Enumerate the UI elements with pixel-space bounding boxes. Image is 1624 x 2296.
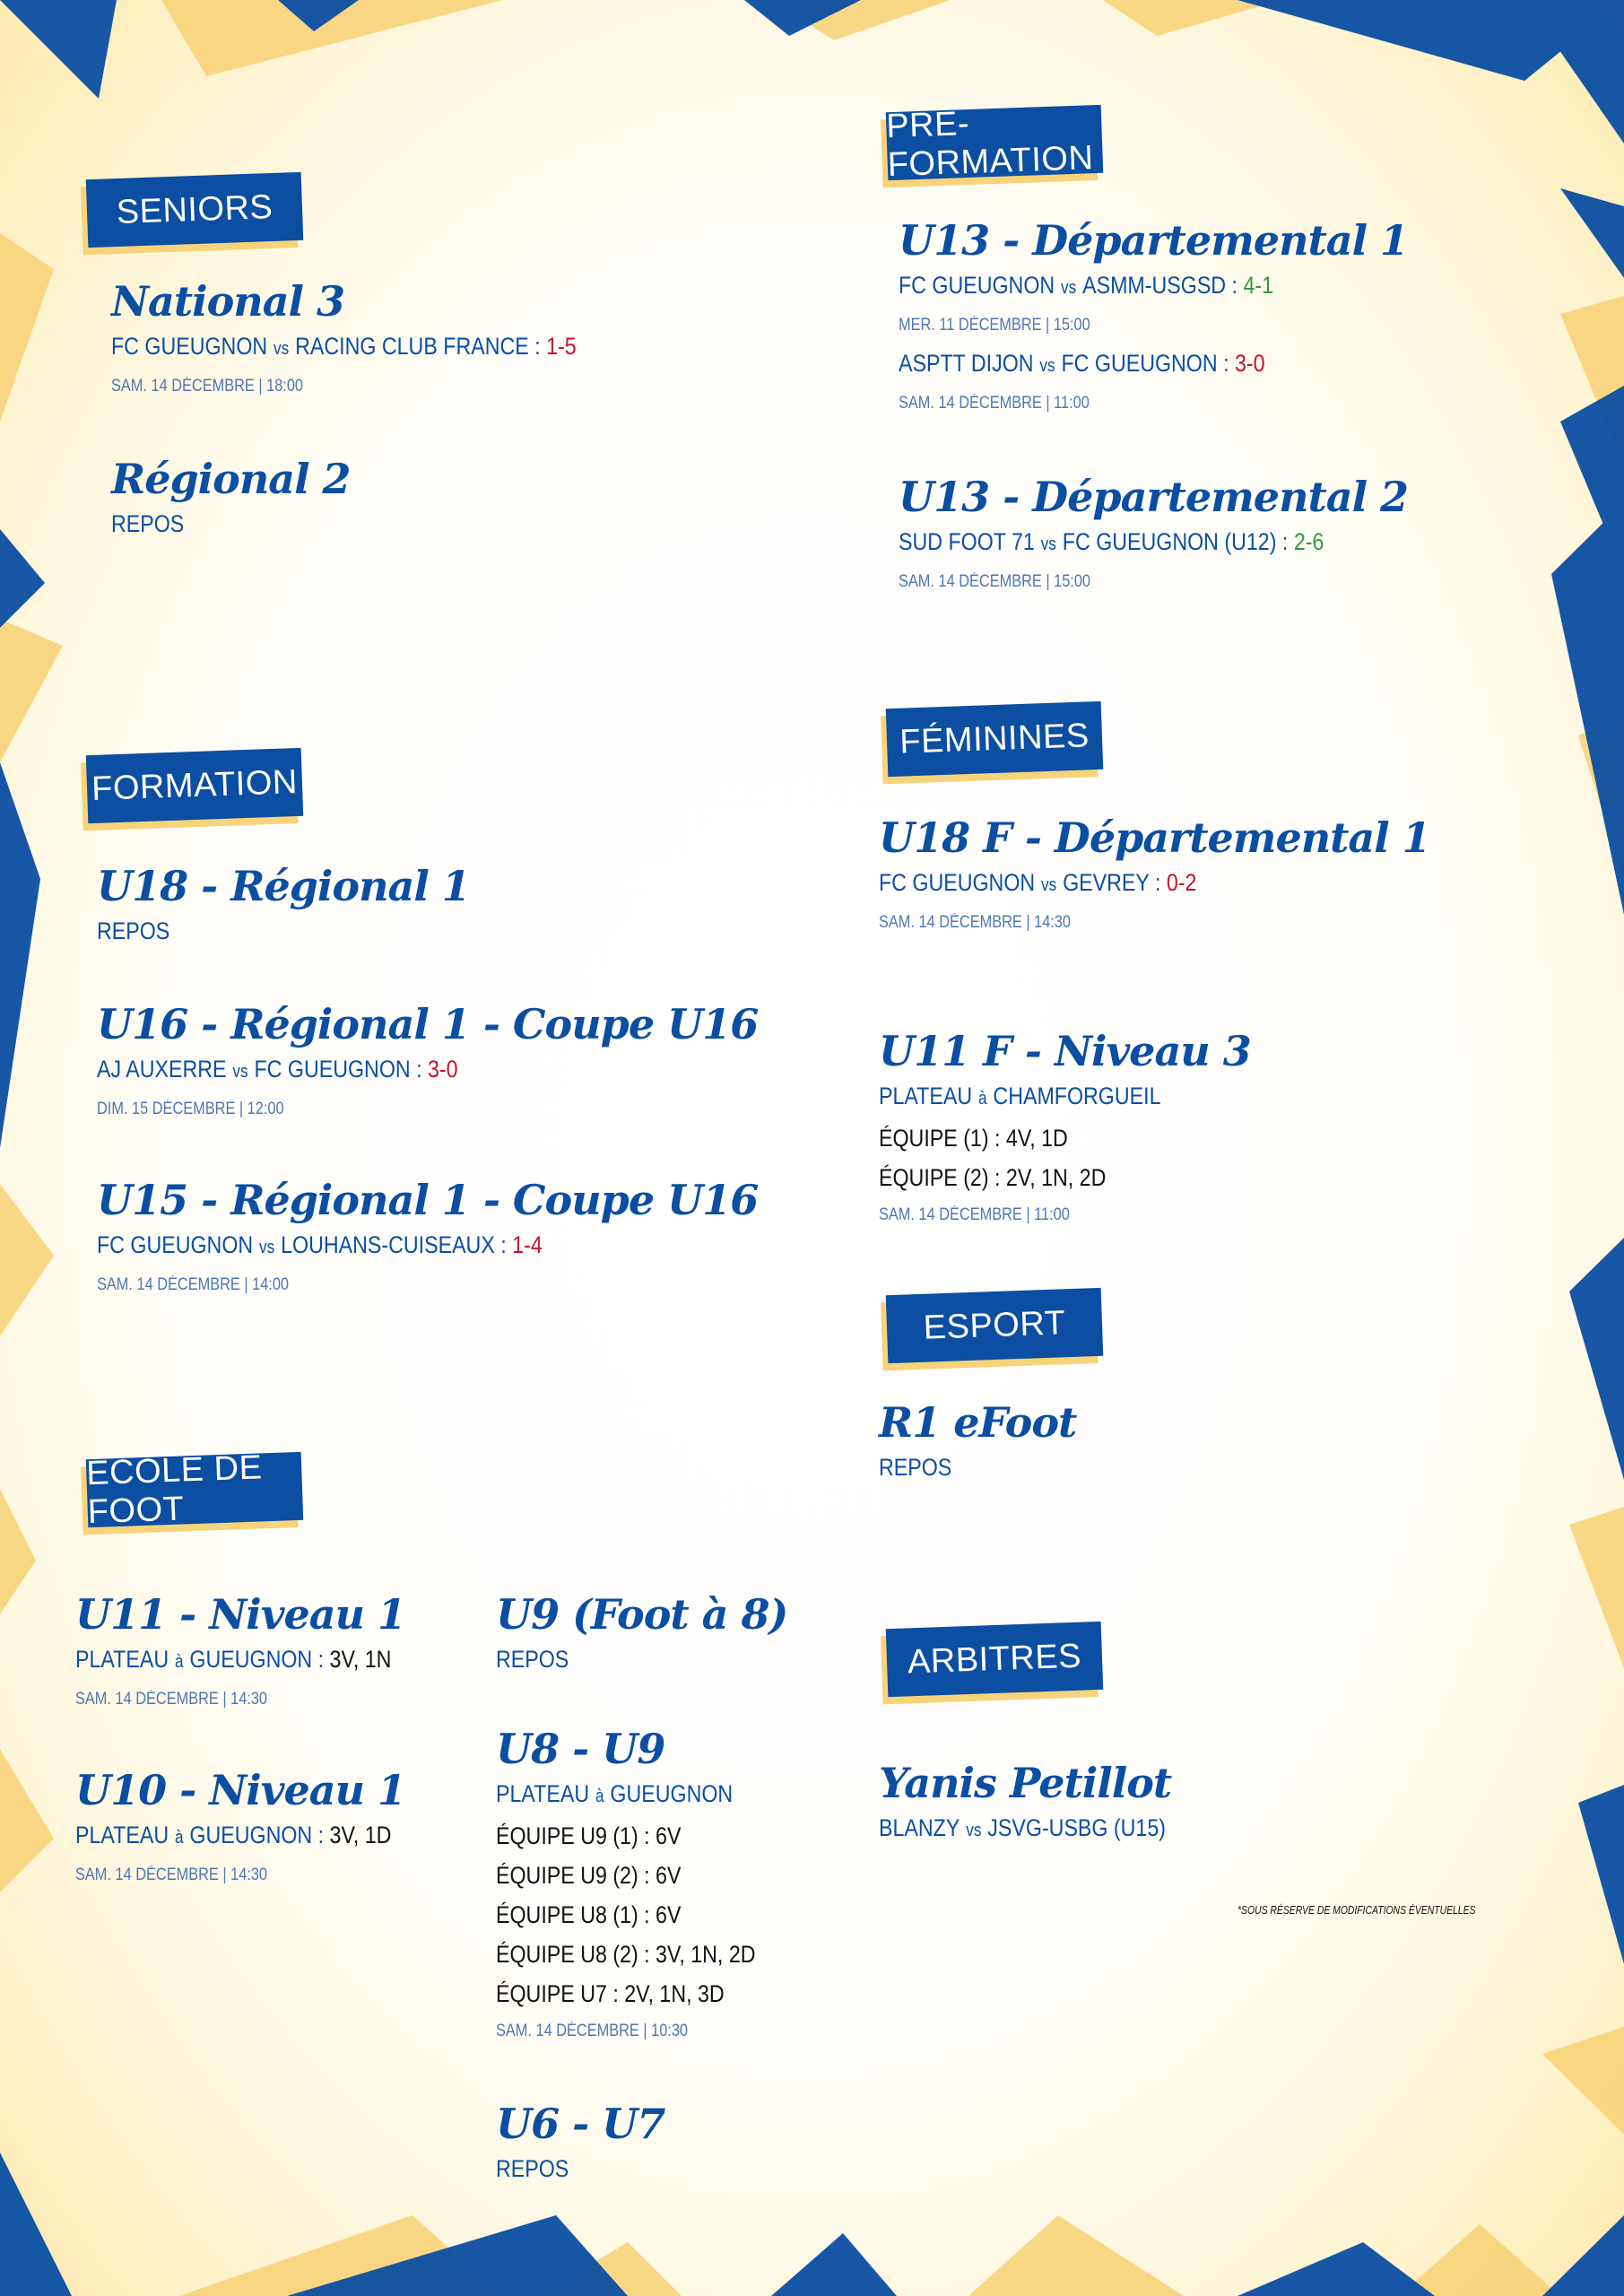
- match-score: 1-4: [512, 1231, 543, 1258]
- plateau-label: PLATEAU: [75, 1822, 169, 1848]
- section-banner-pre-formation: [885, 104, 1104, 185]
- a-label: à: [977, 1089, 987, 1109]
- seniors-regional2-block: [111, 454, 351, 544]
- match-date: SAM. 14 DÉCEMBRE | 14:30: [75, 1690, 268, 1709]
- team-result: ÉQUIPE (1) : 4V, 1D: [879, 1125, 1068, 1152]
- match-line: [899, 344, 1337, 386]
- plateau-label: PLATEAU: [879, 1083, 973, 1109]
- match-date: MER. 11 DÉCEMBRE | 15:00: [899, 316, 1090, 335]
- match-score: 4-1: [1243, 272, 1274, 299]
- home-team: FC GUEUGNON: [97, 1231, 254, 1258]
- plateau-line: [75, 1815, 391, 1857]
- away-team: FC GUEUGNON :: [1061, 350, 1229, 377]
- a-label: à: [174, 1652, 184, 1672]
- away-team: JSVG-USBG (U15): [987, 1814, 1167, 1841]
- vs-label: vs: [966, 1821, 982, 1840]
- home-team: ASPTT DIJON: [899, 350, 1034, 377]
- team-result: ÉQUIPE U7 : 2V, 1N, 3D: [496, 1980, 725, 2007]
- feminines-u18f-block: [879, 813, 1430, 941]
- competition-title: U13 - Départemental 2: [899, 473, 1409, 521]
- away-team: FC GUEUGNON (U12) :: [1062, 528, 1289, 555]
- plateau-line: [75, 1639, 391, 1682]
- competition-title: U8 - U9: [496, 1725, 665, 1773]
- plateau-result: 3V, 1D: [329, 1822, 392, 1848]
- feminines-u11f-block: [879, 1026, 1251, 1233]
- ecole-u9-block: [496, 1589, 787, 1679]
- home-team: BLANZY: [879, 1814, 960, 1841]
- section-banner-arbitres: [886, 1622, 1104, 1697]
- status-text: REPOS: [496, 1646, 569, 1673]
- competition-title: National 3: [111, 277, 345, 326]
- section-label: PRÉ-FORMATION: [885, 104, 1095, 185]
- team-result: ÉQUIPE (2) : 2V, 1N, 2D: [879, 1164, 1107, 1191]
- section-label: ARBITRES: [907, 1637, 1082, 1681]
- team-result: ÉQUIPE U9 (2) : 6V: [496, 1862, 682, 1889]
- match-line: [97, 1225, 665, 1267]
- competition-title: R1 eFoot: [879, 1398, 1077, 1447]
- esport-r1-block: [879, 1397, 1076, 1487]
- status-text: REPOS: [496, 2155, 569, 2182]
- section-banner-seniors: [86, 172, 304, 248]
- pre-formation-u13-d2-block: [899, 472, 1408, 600]
- pre-formation-u13-d1-block: [899, 215, 1408, 422]
- competition-title: U13 - Départemental 1: [899, 216, 1409, 265]
- plateau-line: [496, 1774, 756, 1816]
- ecole-u8u9-block: [496, 1724, 798, 2049]
- section-label: ÉCOLE DE FOOT: [85, 1448, 264, 1532]
- match-date: SAM. 14 DÉCEMBRE | 10:30: [496, 2022, 689, 2040]
- competition-title: U11 - Niveau 1: [75, 1590, 406, 1639]
- formation-u15-block: [97, 1175, 758, 1303]
- ecole-u11-block: [75, 1589, 443, 1718]
- match-date: SAM. 14 DÉCEMBRE | 14:00: [97, 1275, 290, 1294]
- away-team: FC GUEUGNON :: [254, 1056, 422, 1083]
- section-banner-esport: [886, 1288, 1104, 1363]
- competition-title: Régional 2: [111, 455, 351, 503]
- a-label: à: [595, 1787, 604, 1806]
- vs-label: vs: [259, 1238, 275, 1257]
- competition-title: U6 - U7: [496, 2100, 665, 2148]
- competition-title: U9 (Foot à 8): [496, 1590, 788, 1639]
- match-line: [899, 522, 1337, 564]
- footnote: *SOUS RÉSERVE DE MODIFICATIONS ÉVENTUELLES: [1238, 1903, 1476, 1917]
- match-line: [111, 326, 577, 369]
- seniors-national3-block: [111, 276, 652, 404]
- match-score: 3-0: [428, 1056, 458, 1083]
- home-team: AJ AUXERRE: [97, 1056, 227, 1083]
- match-score: 0-2: [1166, 869, 1197, 896]
- home-team: SUD FOOT 71: [899, 528, 1035, 555]
- competition-title: U18 - Régional 1: [97, 862, 470, 910]
- match-line: [879, 1808, 1166, 1850]
- formation-u16-block: [97, 999, 758, 1127]
- ecole-u6u7-block: [496, 2099, 664, 2188]
- home-team: FC GUEUGNON: [111, 333, 268, 360]
- match-date: SAM. 14 DÉCEMBRE | 14:30: [879, 913, 1072, 932]
- match-date: SAM. 14 DÉCEMBRE | 18:00: [111, 377, 304, 396]
- section-label: SENIORS: [116, 187, 274, 231]
- team-result: ÉQUIPE U9 (1) : 6V: [496, 1822, 682, 1849]
- section-banner-formation: [86, 748, 304, 823]
- match-score: 1-5: [546, 333, 577, 360]
- vs-label: vs: [232, 1062, 248, 1082]
- match-date: DIM. 15 DÉCEMBRE | 12:00: [97, 1100, 284, 1118]
- section-label: ESPORT: [923, 1303, 1066, 1347]
- vs-label: vs: [1040, 535, 1056, 554]
- competition-title: U15 - Régional 1 - Coupe U16: [97, 1176, 759, 1224]
- formation-u18-block: [97, 861, 470, 951]
- section-label: FORMATION: [91, 762, 299, 808]
- vs-label: vs: [274, 339, 290, 359]
- section-banner-feminines: [886, 701, 1104, 777]
- ecole-u10-block: [75, 1765, 443, 1893]
- referee-name: Yanis Petillot: [879, 1759, 1172, 1807]
- plateau-place: CHAMFORGUEIL: [993, 1083, 1161, 1109]
- away-team: ASMM-USGSD :: [1082, 272, 1238, 299]
- match-date: SAM. 14 DÉCEMBRE | 11:00: [879, 1205, 1070, 1224]
- plateau-place: GUEUGNON :: [189, 1822, 325, 1848]
- section-banner-ecole-de-foot: [85, 1448, 304, 1532]
- home-team: FC GUEUGNON: [899, 272, 1055, 299]
- plateau-place: GUEUGNON: [610, 1780, 734, 1807]
- competition-title: U11 F - Niveau 3: [879, 1027, 1251, 1075]
- match-date: SAM. 14 DÉCEMBRE | 11:00: [899, 394, 1090, 413]
- status-text: REPOS: [111, 510, 185, 537]
- section-label: FÉMININES: [899, 716, 1090, 761]
- vs-label: vs: [1039, 356, 1055, 376]
- match-line: [879, 863, 1353, 905]
- status-text: REPOS: [97, 918, 170, 944]
- match-date: SAM. 14 DÉCEMBRE | 15:00: [899, 572, 1091, 591]
- team-result: ÉQUIPE U8 (2) : 3V, 1N, 2D: [496, 1941, 756, 1968]
- match-line: [899, 265, 1337, 308]
- match-line: [97, 1049, 665, 1091]
- arbitres-block: [879, 1758, 1212, 1850]
- away-team: GEVREY :: [1063, 869, 1161, 896]
- away-team: RACING CLUB FRANCE :: [295, 333, 541, 360]
- vs-label: vs: [1061, 278, 1077, 298]
- competition-title: U16 - Régional 1 - Coupe U16: [97, 1000, 759, 1048]
- plateau-label: PLATEAU: [75, 1646, 169, 1673]
- competition-title: U10 - Niveau 1: [75, 1766, 406, 1814]
- team-result: ÉQUIPE U8 (1) : 6V: [496, 1901, 682, 1928]
- plateau-place: GUEUGNON :: [189, 1646, 325, 1673]
- competition-title: U18 F - Départemental 1: [879, 813, 1430, 862]
- status-text: REPOS: [879, 1454, 952, 1481]
- match-score: 3-0: [1235, 350, 1265, 377]
- match-score: 2-6: [1293, 528, 1324, 555]
- plateau-label: PLATEAU: [496, 1780, 590, 1807]
- a-label: à: [174, 1828, 184, 1848]
- plateau-line: [879, 1076, 1199, 1118]
- away-team: LOUHANS-CUISEAUX :: [281, 1231, 507, 1258]
- vs-label: vs: [1041, 875, 1057, 895]
- match-date: SAM. 14 DÉCEMBRE | 14:30: [75, 1866, 268, 1884]
- plateau-result: 3V, 1N: [329, 1646, 392, 1673]
- home-team: FC GUEUGNON: [879, 869, 1036, 896]
